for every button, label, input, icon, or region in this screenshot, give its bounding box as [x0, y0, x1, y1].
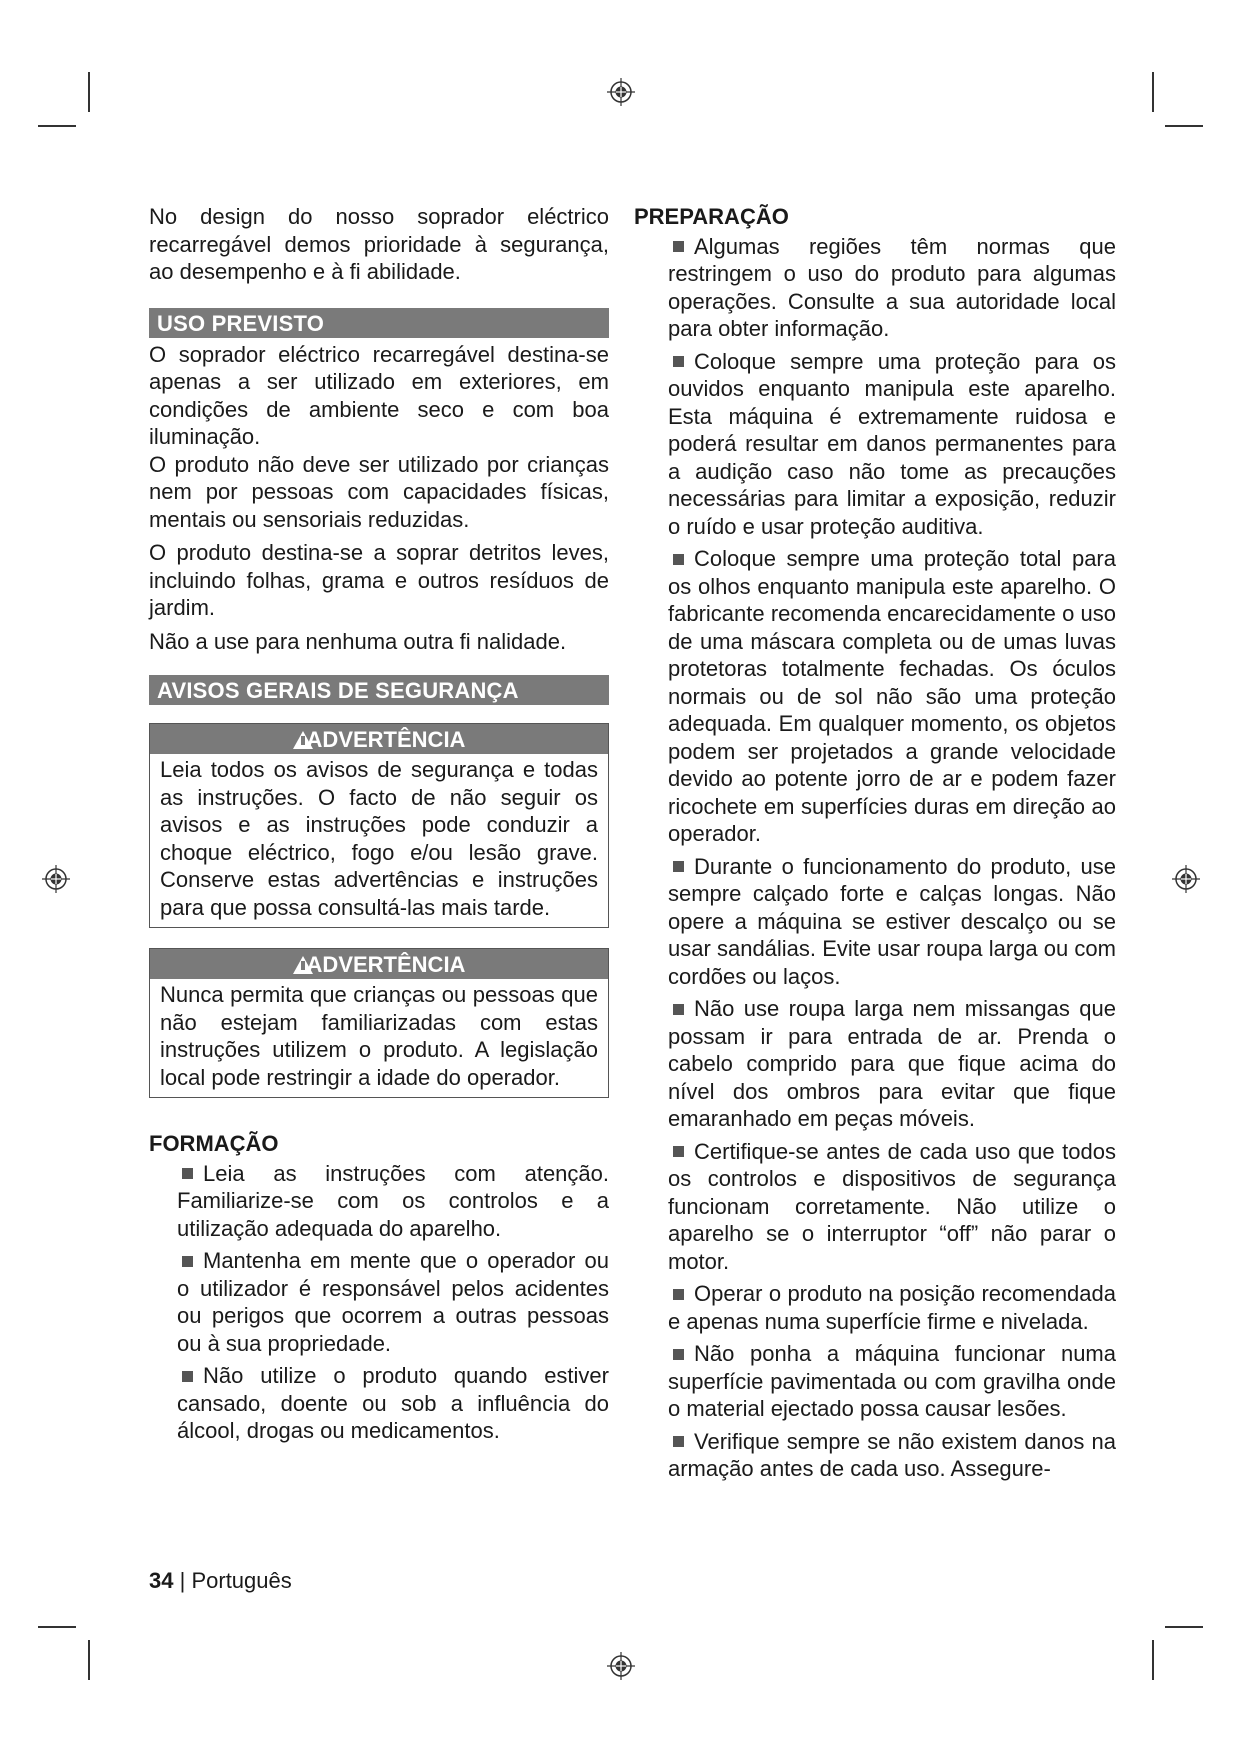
- list-item: Operar o produto na posição recomendada e apenas numa superfície firme e nivelada.: [668, 1281, 1116, 1334]
- bullet-square-icon: [182, 1256, 193, 1267]
- crop-mark: [1152, 1640, 1154, 1680]
- section-title-avisos-gerais: AVISOS GERAIS DE SEGURANÇA: [149, 675, 609, 705]
- section-title-formacao: FORMAÇÃO: [149, 1131, 279, 1156]
- warning-box: [149, 948, 609, 1098]
- crop-mark: [1165, 125, 1203, 127]
- registration-mark-icon: [41, 864, 71, 894]
- warning-header: [150, 724, 608, 754]
- list-item: Coloque sempre uma proteção para os ouvidos enquanto manipula este aparelho. Esta máquina é extremamente ruidosa e poderá resultar em danos permanentes para a audição caso não tome as precauções necessárias para limitar a exposição, reduzir o ruído e usar proteção auditiva.: [668, 348, 1116, 539]
- footer-separator: |: [179, 1568, 186, 1593]
- warning-label: ADVERTÊNCIA: [306, 727, 466, 752]
- warning-text: Leia todos os avisos de segurança e todas as instruções. O facto de não seguir os avisos e as instruções pode conduzir a choque eléctrico, fogo e/ou lesão grave. Conserve estas advertências e instruções para que possa consultá-las mais tarde.: [160, 757, 598, 920]
- crop-mark: [88, 72, 90, 112]
- uso-previsto-paragraph: O produto destina-se a soprar detritos leves, incluindo folhas, grama e outros resíduos de jardim.: [149, 540, 609, 620]
- bullet-square-icon: [182, 1168, 193, 1179]
- section-title-preparacao: PREPARAÇÃO: [634, 204, 789, 229]
- warning-header: [150, 949, 608, 979]
- warning-label: ADVERTÊNCIA: [306, 952, 466, 977]
- intro-paragraph: No design do nosso soprador eléctrico recarregável demos prioridade à segurança, ao desempenho e à fi abilidade.: [149, 204, 609, 284]
- list-item: Algumas regiões têm normas que restringem o uso do produto para algumas operações. Consulte a sua autoridade local para obter informação.: [668, 233, 1116, 341]
- bullet-square-icon: [673, 1436, 684, 1447]
- list-item: Coloque sempre uma proteção total para os olhos enquanto manipula este aparelho. O fabricante recomenda encarecidamente o uso de uma máscara completa ou de umas luvas protetoras totalmente fechadas. Os óculos normais ou de sol não são uma proteção adequada. Em qualquer momento, os objetos podem ser projetados a grande velocidade devido ao potente jorro de ar e podem fazer ricochete em superfícies duras em direção ao operador.: [668, 546, 1116, 846]
- list-item: Certifique-se antes de cada uso que todos os controlos e dispositivos de segurança funcionam corretamente. Não utilize o aparelho se o interruptor “off” não parar o motor.: [668, 1138, 1116, 1274]
- registration-mark-icon: [606, 1651, 636, 1681]
- bullet-square-icon: [673, 1289, 684, 1300]
- crop-mark: [88, 1640, 90, 1680]
- bullet-square-icon: [673, 554, 684, 565]
- footer-language: Português: [191, 1568, 292, 1593]
- bullet-square-icon: [673, 1004, 684, 1015]
- list-item: Não ponha a máquina funcionar numa superfície pavimentada ou com gravilha onde o material ejectado possa causar lesões.: [668, 1341, 1116, 1421]
- bullet-square-icon: [673, 356, 684, 367]
- bullet-square-icon: [673, 1146, 684, 1157]
- crop-mark: [38, 1626, 76, 1628]
- left-column: [149, 203, 609, 1450]
- list-item: Não use roupa larga nem missangas que possam ir para entrada de ar. Prenda o cabelo comprido para que fique acima do nível dos ombros para evitar que fique emaranhado em peças móveis.: [668, 996, 1116, 1131]
- bullet-square-icon: [673, 861, 684, 872]
- preparacao-list: [637, 233, 1116, 1483]
- list-item: Durante o funcionamento do produto, use sempre calçado forte e calças longas. Não opere a máquina se estiver descalço ou se usar sandálias. Evite usar roupa larga ou com cordões ou laços.: [668, 853, 1116, 989]
- warning-box: [149, 723, 609, 928]
- list-item: Leia as instruções com atenção. Familiarize-se com os controlos e a utilização adequada do aparelho.: [177, 1160, 609, 1241]
- bullet-square-icon: [673, 241, 684, 252]
- formacao-list: [149, 1160, 609, 1445]
- crop-mark: [1165, 1626, 1203, 1628]
- section-title-uso-previsto: USO PREVISTO: [149, 308, 609, 338]
- crop-mark: [38, 125, 76, 127]
- page-footer: [149, 1568, 292, 1594]
- uso-previsto-paragraph: O soprador eléctrico recarregável destina-se apenas a ser utilizado em exteriores, em condições de ambiente seco e com boa iluminação.: [149, 341, 609, 449]
- uso-previsto-paragraph: Não a use para nenhuma outra fi nalidade.: [149, 628, 567, 654]
- registration-mark-icon: [606, 77, 636, 107]
- bullet-square-icon: [673, 1349, 684, 1360]
- right-column: [634, 203, 1116, 1488]
- registration-mark-icon: [1171, 864, 1201, 894]
- warning-triangle-icon: [293, 731, 313, 749]
- crop-mark: [1152, 72, 1154, 112]
- warning-triangle-icon: [293, 956, 313, 974]
- list-item: Verifique sempre se não existem danos na armação antes de cada uso. Assegure-: [668, 1428, 1116, 1481]
- list-item: Não utilize o produto quando estiver cansado, doente ou sob a influência do álcool, drogas ou medicamentos.: [177, 1363, 609, 1443]
- list-item: Mantenha em mente que o operador ou o utilizador é responsável pelos acidentes ou perigos que ocorrem a outras pessoas ou à sua propriedade.: [177, 1248, 609, 1356]
- page-number: 34: [149, 1568, 174, 1593]
- uso-previsto-paragraph: O produto não deve ser utilizado por crianças nem por pessoas com capacidades físicas, mentais ou sensoriais reduzidas.: [149, 451, 609, 532]
- warning-text: Nunca permita que crianças ou pessoas que não estejam familiarizadas com estas instruções utilizem o produto. A legislação local pode restringir a idade do operador.: [160, 982, 598, 1090]
- bullet-square-icon: [182, 1371, 193, 1382]
